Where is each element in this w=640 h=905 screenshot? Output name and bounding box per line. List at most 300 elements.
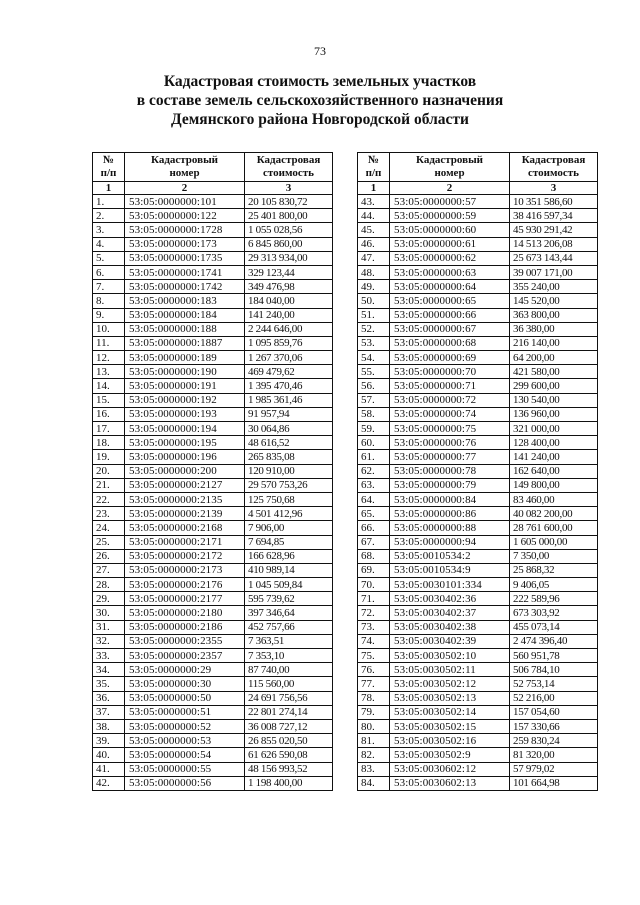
- cadastral-number: 53:05:0000000:74: [390, 407, 510, 421]
- cadastral-number: 53:05:0000000:2173: [125, 563, 245, 577]
- cadastral-value: 10 351 586,60: [510, 195, 598, 209]
- table-row: [93, 663, 333, 677]
- cadastral-number: 53:05:0000000:72: [390, 393, 510, 407]
- row-number: 83.: [358, 762, 390, 776]
- cadastral-number: 53:05:0030602:13: [390, 776, 510, 790]
- row-number: 22.: [93, 492, 125, 506]
- row-number: 62.: [358, 464, 390, 478]
- table-row: [93, 549, 333, 563]
- table-row: [93, 195, 333, 209]
- table-row: [93, 649, 333, 663]
- row-number: 74.: [358, 634, 390, 648]
- row-number: 73.: [358, 620, 390, 634]
- row-number: 24.: [93, 521, 125, 535]
- cadastral-number: 53:05:0000000:2127: [125, 478, 245, 492]
- column-number: 3: [510, 182, 598, 195]
- row-number: 60.: [358, 436, 390, 450]
- cadastral-number: 53:05:0000000:1741: [125, 265, 245, 279]
- row-number: 9.: [93, 308, 125, 322]
- row-number: 20.: [93, 464, 125, 478]
- table-row: [358, 719, 598, 733]
- cadastral-number: 53:05:0000000:2172: [125, 549, 245, 563]
- cadastral-value: 1 055 028,56: [245, 223, 333, 237]
- table-row: [93, 407, 333, 421]
- row-number: 3.: [93, 223, 125, 237]
- row-number: 13.: [93, 365, 125, 379]
- row-number: 35.: [93, 677, 125, 691]
- table-row: [93, 762, 333, 776]
- row-number: 27.: [93, 563, 125, 577]
- cadastral-number: 53:05:0000000:195: [125, 436, 245, 450]
- cadastral-number: 53:05:0000000:62: [390, 251, 510, 265]
- table-row: [358, 436, 598, 450]
- table-row: [358, 209, 598, 223]
- row-number: 45.: [358, 223, 390, 237]
- cadastral-value: 29 313 934,00: [245, 251, 333, 265]
- row-number: 15.: [93, 393, 125, 407]
- table-row: [358, 294, 598, 308]
- cadastral-value: 38 416 597,34: [510, 209, 598, 223]
- table-row: [358, 507, 598, 521]
- cadastral-number: 53:05:0000000:64: [390, 280, 510, 294]
- cadastral-number: 53:05:0000000:59: [390, 209, 510, 223]
- cadastral-value: 115 560,00: [245, 677, 333, 691]
- table-row: [93, 294, 333, 308]
- header-cadastral-value: Кадастровая стоимость: [245, 153, 333, 182]
- table-row: [93, 365, 333, 379]
- row-number: 54.: [358, 351, 390, 365]
- cadastral-number: 53:05:0030402:37: [390, 606, 510, 620]
- cadastral-number: 53:05:0000000:190: [125, 365, 245, 379]
- table-row: [93, 450, 333, 464]
- table-row: [358, 634, 598, 648]
- cadastral-number: 53:05:0030502:9: [390, 748, 510, 762]
- cadastral-value: 87 740,00: [245, 663, 333, 677]
- cadastral-number: 53:05:0000000:55: [125, 762, 245, 776]
- row-number: 18.: [93, 436, 125, 450]
- table-row: [358, 407, 598, 421]
- cadastral-value: 9 406,05: [510, 578, 598, 592]
- cadastral-number: 53:05:0000000:69: [390, 351, 510, 365]
- cadastral-value: 136 960,00: [510, 407, 598, 421]
- row-number: 12.: [93, 351, 125, 365]
- row-number: 46.: [358, 237, 390, 251]
- title-line-3: Демянского района Новгородской области: [171, 111, 469, 128]
- table-row: [358, 592, 598, 606]
- table-row: [93, 507, 333, 521]
- cadastral-value: 7 363,51: [245, 634, 333, 648]
- row-number: 49.: [358, 280, 390, 294]
- cadastral-number: 53:05:0000000:1735: [125, 251, 245, 265]
- cadastral-number: 53:05:0000000:2135: [125, 492, 245, 506]
- table-row: [93, 634, 333, 648]
- row-number: 31.: [93, 620, 125, 634]
- cadastral-value: 120 910,00: [245, 464, 333, 478]
- row-number: 43.: [358, 195, 390, 209]
- cadastral-value: 2 244 646,00: [245, 322, 333, 336]
- row-number: 29.: [93, 592, 125, 606]
- row-number: 44.: [358, 209, 390, 223]
- row-number: 52.: [358, 322, 390, 336]
- cadastral-value: 149 800,00: [510, 478, 598, 492]
- row-number: 58.: [358, 407, 390, 421]
- row-number: 17.: [93, 422, 125, 436]
- cadastral-number: 53:05:0000000:1887: [125, 336, 245, 350]
- cadastral-value: 28 761 600,00: [510, 521, 598, 535]
- table-row: [358, 237, 598, 251]
- cadastral-value: 222 589,96: [510, 592, 598, 606]
- cadastral-value: 1 985 361,46: [245, 393, 333, 407]
- column-number: 2: [125, 182, 245, 195]
- table-row: [358, 464, 598, 478]
- row-number: 78.: [358, 691, 390, 705]
- cadastral-value: 101 664,98: [510, 776, 598, 790]
- row-number: 51.: [358, 308, 390, 322]
- cadastral-number: 53:05:0000000:79: [390, 478, 510, 492]
- cadastral-value: 128 400,00: [510, 436, 598, 450]
- cadastral-number: 53:05:0000000:2139: [125, 507, 245, 521]
- cadastral-value: 64 200,00: [510, 351, 598, 365]
- row-number: 8.: [93, 294, 125, 308]
- row-number: 47.: [358, 251, 390, 265]
- table-row: [358, 280, 598, 294]
- cadastral-number: 53:05:0030502:10: [390, 649, 510, 663]
- cadastral-value: 20 105 830,72: [245, 195, 333, 209]
- cadastral-number: 53:05:0000000:2168: [125, 521, 245, 535]
- cadastral-number: 53:05:0000000:29: [125, 663, 245, 677]
- row-number: 80.: [358, 719, 390, 733]
- table-row: [93, 280, 333, 294]
- cadastral-value: 184 040,00: [245, 294, 333, 308]
- cadastral-number: 53:05:0000000:70: [390, 365, 510, 379]
- cadastral-value: 6 845 860,00: [245, 237, 333, 251]
- cadastral-number: 53:05:0030402:39: [390, 634, 510, 648]
- cadastral-number: 53:05:0000000:173: [125, 237, 245, 251]
- cadastral-value: 48 156 993,52: [245, 762, 333, 776]
- cadastral-value: 1 267 370,06: [245, 351, 333, 365]
- table-row: [358, 265, 598, 279]
- cadastral-number: 53:05:0000000:30: [125, 677, 245, 691]
- table-row: [93, 251, 333, 265]
- cadastral-value: 141 240,00: [245, 308, 333, 322]
- cadastral-value: 166 628,96: [245, 549, 333, 563]
- cadastral-number: 53:05:0000000:1742: [125, 280, 245, 294]
- cadastral-value: 1 198 400,00: [245, 776, 333, 790]
- row-number: 84.: [358, 776, 390, 790]
- table-row: [93, 705, 333, 719]
- cadastral-value: 299 600,00: [510, 379, 598, 393]
- cadastral-value: 22 801 274,14: [245, 705, 333, 719]
- table-row: [358, 223, 598, 237]
- cadastral-value: 130 540,00: [510, 393, 598, 407]
- row-number: 33.: [93, 649, 125, 663]
- row-number: 14.: [93, 379, 125, 393]
- row-number: 28.: [93, 578, 125, 592]
- header-num: № п/п: [358, 153, 390, 182]
- cadastral-value: 259 830,24: [510, 734, 598, 748]
- cadastral-number: 53:05:0030502:12: [390, 677, 510, 691]
- table-row: [358, 351, 598, 365]
- row-number: 63.: [358, 478, 390, 492]
- cadastral-number: 53:05:0000000:51: [125, 705, 245, 719]
- table-row: [93, 563, 333, 577]
- cadastral-value: 349 476,98: [245, 280, 333, 294]
- cadastral-value: 7 694,85: [245, 535, 333, 549]
- cadastral-value: 141 240,00: [510, 450, 598, 464]
- table-row: [358, 734, 598, 748]
- table-row: [93, 308, 333, 322]
- cadastral-value: 125 750,68: [245, 492, 333, 506]
- title-line-1: Кадастровая стоимость земельных участков: [163, 73, 477, 90]
- cadastral-number: 53:05:0000000:2355: [125, 634, 245, 648]
- cadastral-value: 397 346,64: [245, 606, 333, 620]
- table-row: [358, 379, 598, 393]
- table-row: [358, 649, 598, 663]
- column-number: 1: [358, 182, 390, 195]
- cadastral-value: 30 064,86: [245, 422, 333, 436]
- row-number: 7.: [93, 280, 125, 294]
- cadastral-value: 39 007 171,00: [510, 265, 598, 279]
- cadastral-number: 53:05:0000000:2186: [125, 620, 245, 634]
- row-number: 55.: [358, 365, 390, 379]
- table-row: [358, 620, 598, 634]
- cadastral-number: 53:05:0000000:2171: [125, 535, 245, 549]
- cadastral-number: 53:05:0000000:50: [125, 691, 245, 705]
- cadastral-number: 53:05:0030502:16: [390, 734, 510, 748]
- cadastral-value: 25 673 143,44: [510, 251, 598, 265]
- table-row: [93, 620, 333, 634]
- table-row: [93, 776, 333, 790]
- cadastral-number: 53:05:0000000:2177: [125, 592, 245, 606]
- cadastral-number: 53:05:0000000:88: [390, 521, 510, 535]
- row-number: 66.: [358, 521, 390, 535]
- column-number: 2: [390, 182, 510, 195]
- row-number: 11.: [93, 336, 125, 350]
- cadastral-value: 48 616,52: [245, 436, 333, 450]
- table-row: [358, 195, 598, 209]
- cadastral-number: 53:05:0000000:67: [390, 322, 510, 336]
- row-number: 32.: [93, 634, 125, 648]
- table-row: [93, 691, 333, 705]
- cadastral-number: 53:05:0000000:63: [390, 265, 510, 279]
- row-number: 57.: [358, 393, 390, 407]
- cadastral-value: 52 216,00: [510, 691, 598, 705]
- cadastral-number: 53:05:0000000:77: [390, 450, 510, 464]
- cadastral-value: 26 855 020,50: [245, 734, 333, 748]
- cadastral-number: 53:05:0000000:56: [125, 776, 245, 790]
- row-number: 26.: [93, 549, 125, 563]
- cadastral-value: 81 320,00: [510, 748, 598, 762]
- cadastral-number: 53:05:0000000:194: [125, 422, 245, 436]
- row-number: 81.: [358, 734, 390, 748]
- row-number: 68.: [358, 549, 390, 563]
- cadastral-number: 53:05:0000000:196: [125, 450, 245, 464]
- cadastral-number: 53:05:0000000:75: [390, 422, 510, 436]
- cadastral-number: 53:05:0000000:192: [125, 393, 245, 407]
- header-cadastral-number: Кадастровый номер: [125, 153, 245, 182]
- cadastral-number: 53:05:0000000:53: [125, 734, 245, 748]
- row-number: 70.: [358, 578, 390, 592]
- cadastral-value: 2 474 396,40: [510, 634, 598, 648]
- cadastral-value: 36 008 727,12: [245, 719, 333, 733]
- cadastral-value: 410 989,14: [245, 563, 333, 577]
- cadastral-number: 53:05:0030101:334: [390, 578, 510, 592]
- cadastral-value: 40 082 200,00: [510, 507, 598, 521]
- row-number: 67.: [358, 535, 390, 549]
- row-number: 6.: [93, 265, 125, 279]
- cadastral-table-right: [357, 152, 598, 791]
- cadastral-number: 53:05:0000000:2180: [125, 606, 245, 620]
- cadastral-value: 363 800,00: [510, 308, 598, 322]
- table-row: [93, 422, 333, 436]
- column-number: 3: [245, 182, 333, 195]
- cadastral-value: 506 784,10: [510, 663, 598, 677]
- cadastral-value: 673 303,92: [510, 606, 598, 620]
- table-row: [358, 663, 598, 677]
- row-number: 16.: [93, 407, 125, 421]
- cadastral-value: 29 570 753,26: [245, 478, 333, 492]
- cadastral-number: 53:05:0000000:57: [390, 195, 510, 209]
- cadastral-value: 1 045 509,84: [245, 578, 333, 592]
- table-row: [358, 450, 598, 464]
- row-number: 64.: [358, 492, 390, 506]
- table-row: [93, 209, 333, 223]
- row-number: 2.: [93, 209, 125, 223]
- cadastral-value: 25 868,32: [510, 563, 598, 577]
- table-row: [358, 549, 598, 563]
- row-number: 65.: [358, 507, 390, 521]
- cadastral-number: 53:05:0000000:68: [390, 336, 510, 350]
- document-title: [0, 72, 640, 129]
- cadastral-value: 83 460,00: [510, 492, 598, 506]
- cadastral-value: 329 123,44: [245, 265, 333, 279]
- table-row: [93, 606, 333, 620]
- table-row: [358, 578, 598, 592]
- row-number: 77.: [358, 677, 390, 691]
- table-row: [358, 251, 598, 265]
- cadastral-value: 162 640,00: [510, 464, 598, 478]
- row-number: 59.: [358, 422, 390, 436]
- cadastral-number: 53:05:0000000:122: [125, 209, 245, 223]
- cadastral-number: 53:05:0010534:9: [390, 563, 510, 577]
- row-number: 82.: [358, 748, 390, 762]
- cadastral-value: 355 240,00: [510, 280, 598, 294]
- table-row: [93, 748, 333, 762]
- table-row: [358, 478, 598, 492]
- table-row: [93, 351, 333, 365]
- table-row: [358, 748, 598, 762]
- cadastral-number: 53:05:0010534:2: [390, 549, 510, 563]
- cadastral-number: 53:05:0030502:13: [390, 691, 510, 705]
- cadastral-number: 53:05:0000000:54: [125, 748, 245, 762]
- table-row: [358, 322, 598, 336]
- page-number: 73: [314, 44, 326, 58]
- cadastral-number: 53:05:0000000:76: [390, 436, 510, 450]
- row-number: 40.: [93, 748, 125, 762]
- cadastral-number: 53:05:0030402:36: [390, 592, 510, 606]
- table-row: [358, 492, 598, 506]
- cadastral-number: 53:05:0000000:184: [125, 308, 245, 322]
- table-row: [93, 223, 333, 237]
- cadastral-number: 53:05:0000000:193: [125, 407, 245, 421]
- cadastral-value: 24 691 756,56: [245, 691, 333, 705]
- row-number: 50.: [358, 294, 390, 308]
- row-number: 30.: [93, 606, 125, 620]
- table-row: [93, 265, 333, 279]
- cadastral-value: 560 951,78: [510, 649, 598, 663]
- row-number: 69.: [358, 563, 390, 577]
- table-row: [358, 365, 598, 379]
- cadastral-number: 53:05:0030402:38: [390, 620, 510, 634]
- row-number: 36.: [93, 691, 125, 705]
- table-row: [93, 237, 333, 251]
- cadastral-value: 7 350,00: [510, 549, 598, 563]
- cadastral-number: 53:05:0000000:94: [390, 535, 510, 549]
- cadastral-number: 53:05:0000000:52: [125, 719, 245, 733]
- cadastral-value: 145 520,00: [510, 294, 598, 308]
- table-row: [358, 563, 598, 577]
- table-row: [358, 776, 598, 790]
- cadastral-number: 53:05:0000000:188: [125, 322, 245, 336]
- cadastral-number: 53:05:0000000:1728: [125, 223, 245, 237]
- row-number: 56.: [358, 379, 390, 393]
- row-number: 79.: [358, 705, 390, 719]
- row-number: 71.: [358, 592, 390, 606]
- cadastral-value: 157 054,60: [510, 705, 598, 719]
- cadastral-number: 53:05:0030502:14: [390, 705, 510, 719]
- title-line-2: в составе земель сельскохозяйственного назначения: [136, 92, 504, 109]
- table-row: [358, 606, 598, 620]
- cadastral-value: 25 401 800,00: [245, 209, 333, 223]
- row-number: 10.: [93, 322, 125, 336]
- table-row: [358, 677, 598, 691]
- cadastral-value: 265 835,08: [245, 450, 333, 464]
- cadastral-table-left: [92, 152, 333, 791]
- table-row: [93, 478, 333, 492]
- table-row: [358, 336, 598, 350]
- cadastral-value: 91 957,94: [245, 407, 333, 421]
- cadastral-number: 53:05:0000000:71: [390, 379, 510, 393]
- row-number: 23.: [93, 507, 125, 521]
- table-row: [93, 592, 333, 606]
- table-row: [93, 379, 333, 393]
- table-row: [358, 422, 598, 436]
- cadastral-number: 53:05:0000000:60: [390, 223, 510, 237]
- cadastral-value: 7 353,10: [245, 649, 333, 663]
- row-number: 21.: [93, 478, 125, 492]
- header-num: № п/п: [93, 153, 125, 182]
- cadastral-value: 4 501 412,96: [245, 507, 333, 521]
- row-number: 1.: [93, 195, 125, 209]
- cadastral-value: 14 513 206,08: [510, 237, 598, 251]
- cadastral-value: 45 930 291,42: [510, 223, 598, 237]
- cadastral-value: 469 479,62: [245, 365, 333, 379]
- row-number: 48.: [358, 265, 390, 279]
- cadastral-value: 321 000,00: [510, 422, 598, 436]
- cadastral-value: 455 073,14: [510, 620, 598, 634]
- row-number: 72.: [358, 606, 390, 620]
- row-number: 41.: [93, 762, 125, 776]
- table-row: [358, 691, 598, 705]
- cadastral-number: 53:05:0000000:101: [125, 195, 245, 209]
- cadastral-value: 61 626 590,08: [245, 748, 333, 762]
- table-row: [93, 393, 333, 407]
- cadastral-value: 421 580,00: [510, 365, 598, 379]
- row-number: 42.: [93, 776, 125, 790]
- table-row: [93, 464, 333, 478]
- cadastral-value: 157 330,66: [510, 719, 598, 733]
- row-number: 37.: [93, 705, 125, 719]
